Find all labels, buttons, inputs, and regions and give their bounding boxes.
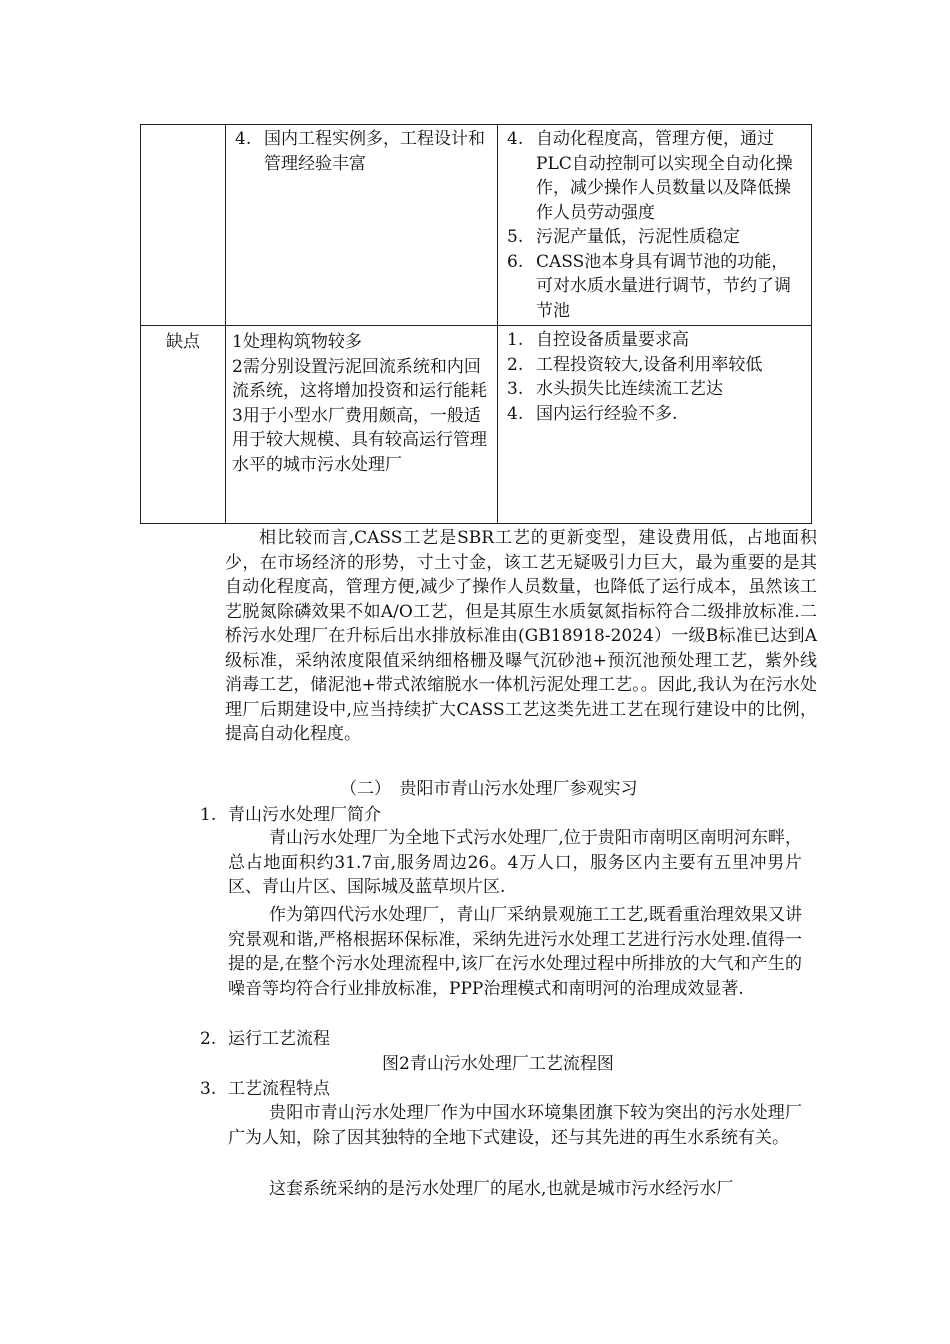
feature-paragraph-1: 贵阳市青山污水处理厂作为中国水环境集团旗下较为突出的污水处理厂广为人知，除了因其独特的全地下式建设，还与其先进的再生水系统有关。 [228, 1103, 802, 1148]
list-text: 自动化程度高，管理方便，通过PLC自动控制可以实现全自动化操作，减少操作人员数量以及降低操作人员劳动强度 [536, 129, 793, 223]
row-label-disadvantages: 缺点 [141, 326, 226, 524]
list-text: 水头损失比连续流工艺达 [536, 379, 723, 399]
list-text: CASS池本身具有调节池的功能，可对水质水量进行调节，节约了调节池 [536, 251, 791, 321]
list-text: 国内工程实例多，工程设计和管理经验丰富 [264, 129, 485, 174]
subsection-title: 青山污水处理厂简介 [228, 805, 381, 825]
table-cell [498, 125, 812, 326]
list-text: 污泥产量低，污泥性质稳定 [536, 227, 740, 247]
list-number: 4. [235, 129, 252, 149]
list-item [498, 328, 811, 353]
list-item [498, 353, 811, 378]
advantages-list-b [498, 127, 811, 323]
intro-paragraph-2: 作为第四代污水处理厂，青山厂采纳景观施工工艺,既看重治理效果又讲究景观和谐,严格根据环保标准，采纳先进污水处理工艺进行污水处理.值得一提的是,在整个污水处理流程中,该厂在污水处理过程中所排放的大气和产生的噪音等均符合行业排放标准，PPP治理模式和南明河的治理成效显著. [228, 905, 802, 999]
list-text: 工程投资较大,设备利用率较低 [536, 354, 763, 375]
list-item [498, 225, 811, 250]
list-item: 2需分别设置污泥回流系统和内回流系统，这将增加投资和运行能耗 [232, 356, 487, 401]
table-cell [226, 326, 498, 524]
list-item: 1处理构筑物较多 [232, 332, 362, 352]
table-cell [226, 125, 498, 326]
list-number: 6. [507, 251, 524, 272]
list-item [498, 127, 811, 225]
figure-caption: 图2青山污水处理厂工艺流程图 [382, 1054, 614, 1074]
list-item [226, 127, 497, 176]
list-item [498, 250, 811, 324]
list-number: 3. [507, 379, 524, 399]
list-number: 2. [200, 1029, 217, 1049]
table-row [141, 326, 812, 524]
comparison-paragraph: 相比较而言,CASS工艺是SBR工艺的更新变型，建设费用低，占地面积少，在市场经济的形势，寸土寸金，该工艺无疑吸引力巨大，最为重要的是其自动化程度高，管理方便,减少了操作人员数量，也降低了运行成本，虽然该工艺脱氮除磷效果不如A/O工艺，但是其原生水质氨氮指标符合二级排放标准.二桥污水处理厂在升标后出水排放标准由(GB18918-2024）一级B标准已达到A级标准，采纳浓度限值采纳细格栅及曝气沉砂池+预沉池预处理工艺，紫外线消毒工艺，储泥池+带式浓缩脱水一体机污泥处理工艺。。因此,我认为在污水处理厂后期建设中,应当持续扩大CASS工艺这类先进工艺在现行建设中的比例，提高自动化程度。 [225, 528, 817, 744]
comparison-table [140, 124, 812, 524]
list-number: 5. [507, 227, 524, 247]
table-row [141, 125, 812, 326]
list-number: 4. [507, 403, 524, 424]
list-number: 4. [507, 129, 524, 149]
table-cell [498, 326, 812, 524]
list-item [498, 377, 811, 402]
list-number: 2. [507, 354, 524, 375]
list-item [498, 402, 811, 427]
list-text: 国内运行经验不多. [536, 403, 678, 424]
disadvantages-list-b [498, 328, 811, 426]
list-item: 3用于小型水厂费用颇高，一般适用于较大规模、具有较高运行管理水平的城市污水处理厂 [232, 405, 487, 475]
list-text: 自控设备质量要求高 [536, 330, 689, 350]
intro-paragraph-1: 青山污水处理厂为全地下式污水处理厂,位于贵阳市南明区南明河东畔，总占地面积约31.7亩,服务周边26。4万人口，服务区内主要有五里冲男片区、青山片区、国际城及蓝草坝片区. [228, 828, 802, 897]
section-heading: （二） 贵阳市青山污水处理厂参观实习 [340, 779, 638, 799]
list-number: 1. [200, 805, 217, 825]
advantages-list-a [226, 127, 497, 176]
disadvantages-list-a [226, 326, 497, 477]
list-number: 3. [200, 1079, 217, 1099]
feature-paragraph-2: 这套系统采纳的是污水处理厂的尾水,也就是城市污水经污水厂 [269, 1179, 734, 1199]
row-label-empty [141, 125, 226, 326]
list-number: 1. [507, 330, 524, 350]
subsection-title: 工艺流程特点 [228, 1079, 330, 1099]
subsection-title: 运行工艺流程 [228, 1029, 330, 1049]
